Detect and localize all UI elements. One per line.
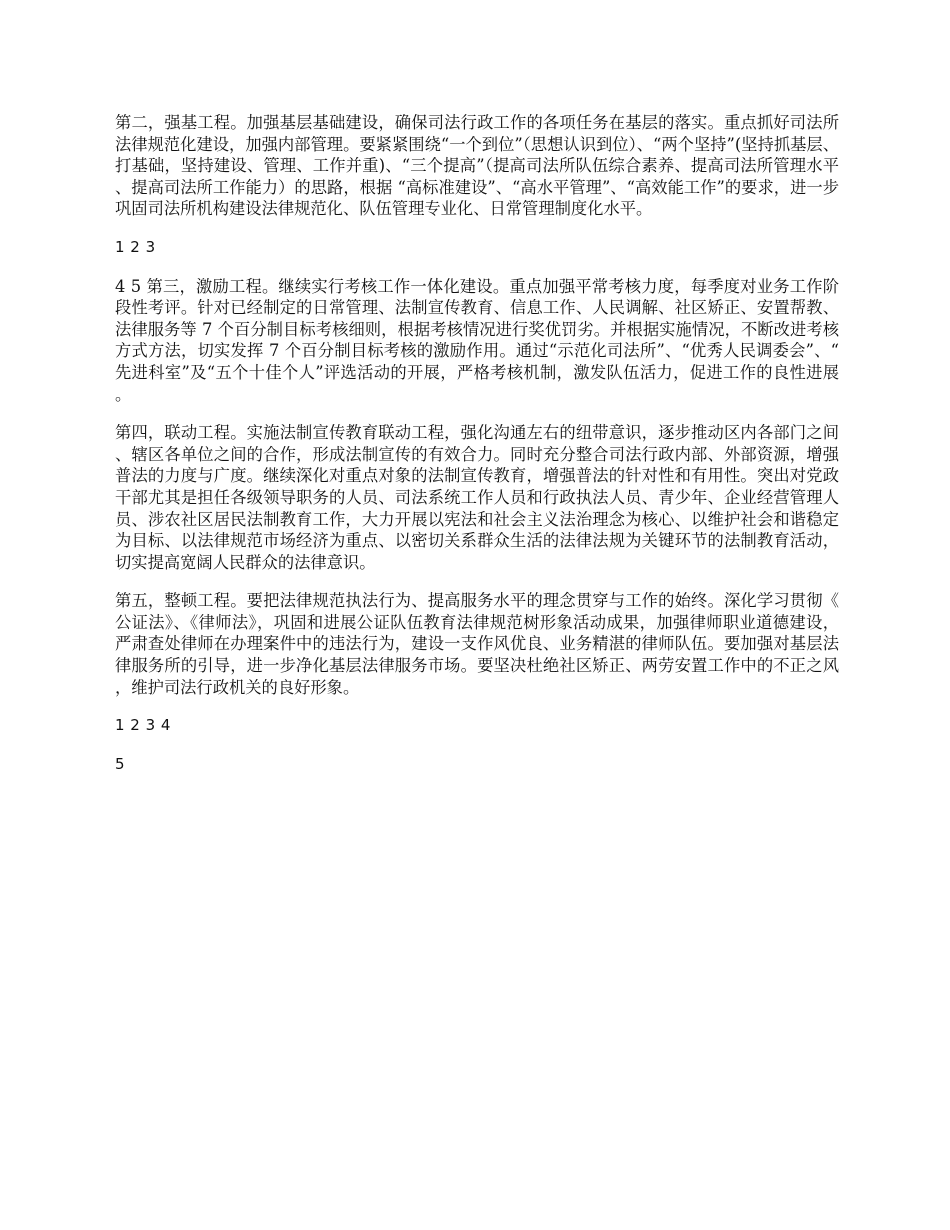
page-number-list: 1 2 3 4 [115,716,171,735]
paragraph-incentive-project: 4 5 第三，激励工程。继续实行考核工作一体化建设。重点加强平常考核力度，每季度对业务工作阶段性考评。针对已经制定的日常管理、法制宣传教育、信息工作、人民调解、社区矫正、安置帮教、法律服务等 7 个百分制目标考核细则，根据考核情况进行奖优罚劣。并根据实施情况，不断改进考核方式方法，切实发挥 7 个百分制目标考核的激励作用。通过“示范化司法所”、“优秀人民调委会”、“先进科室”及“五个十佳个人”评选活动的开展，严格考核机制，激发队伍活力，促进工作的良性进展。 [115,276,839,404]
paragraph-linkage-project: 第四，联动工程。实施法制宣传教育联动工程，强化沟通左右的纽带意识，逐步推动区内各部门之间、辖区各单位之间的合作，形成法制宣传的有效合力。同时充分整合司法行政内部、外部资源，增强普法的力度与广度。继续深化对重点对象的法制宣传教育，增强普法的针对性和有用性。突出对党政干部尤其是担任各级领导职务的人员、司法系统工作人员和行政执法人员、青少年、企业经营管理人员、涉农社区居民法制教育工作，大力开展以宪法和社会主义法治理念为核心、以维护社会和谐稳定为目标、以法律规范市场经济为重点、以密切关系群众生活的法律法规为关键环节的法制教育活动，切实提高宽阔人民群众的法律意识。 [115,423,839,572]
paragraph-strengthen-foundation: 第二，强基工程。加强基层基础建设，确保司法行政工作的各项任务在基层的落实。重点抓好司法所法律规范化建设，加强内部管理。要紧紧围绕“一个到位”（思想认识到位）、“两个坚持”(坚持抓基层、打基础，坚持建设、管理、工作并重)、“三个提高”（提高司法所队伍综合素养、提高司法所管理水平、提高司法所工作能力）的思路，根据 “高标准建设”、“高水平管理”、“高效能工作”的要求，进一步巩固司法所机构建设法律规范化、队伍管理专业化、日常管理制度化水平。 [115,113,839,219]
page-number-list: 5 [115,754,126,773]
document-body [115,112,839,792]
page-number-list: 1 2 3 [115,237,156,256]
paragraph-rectification-project: 第五，整顿工程。要把法律规范执法行为、提高服务水平的理念贯穿与工作的始终。深化学习贯彻《公证法》、《律师法》，巩固和进展公证队伍教育法律规范树形象活动成果，加强律师职业道德建设，严肃查处律师在办理案件中的违法行为，建设一支作风优良、业务精湛的律师队伍。要加强对基层法律服务所的引导，进一步净化基层法律服务市场。要坚决杜绝社区矫正、两劳安置工作中的不正之风，维护司法行政机关的良好形象。 [115,591,839,697]
